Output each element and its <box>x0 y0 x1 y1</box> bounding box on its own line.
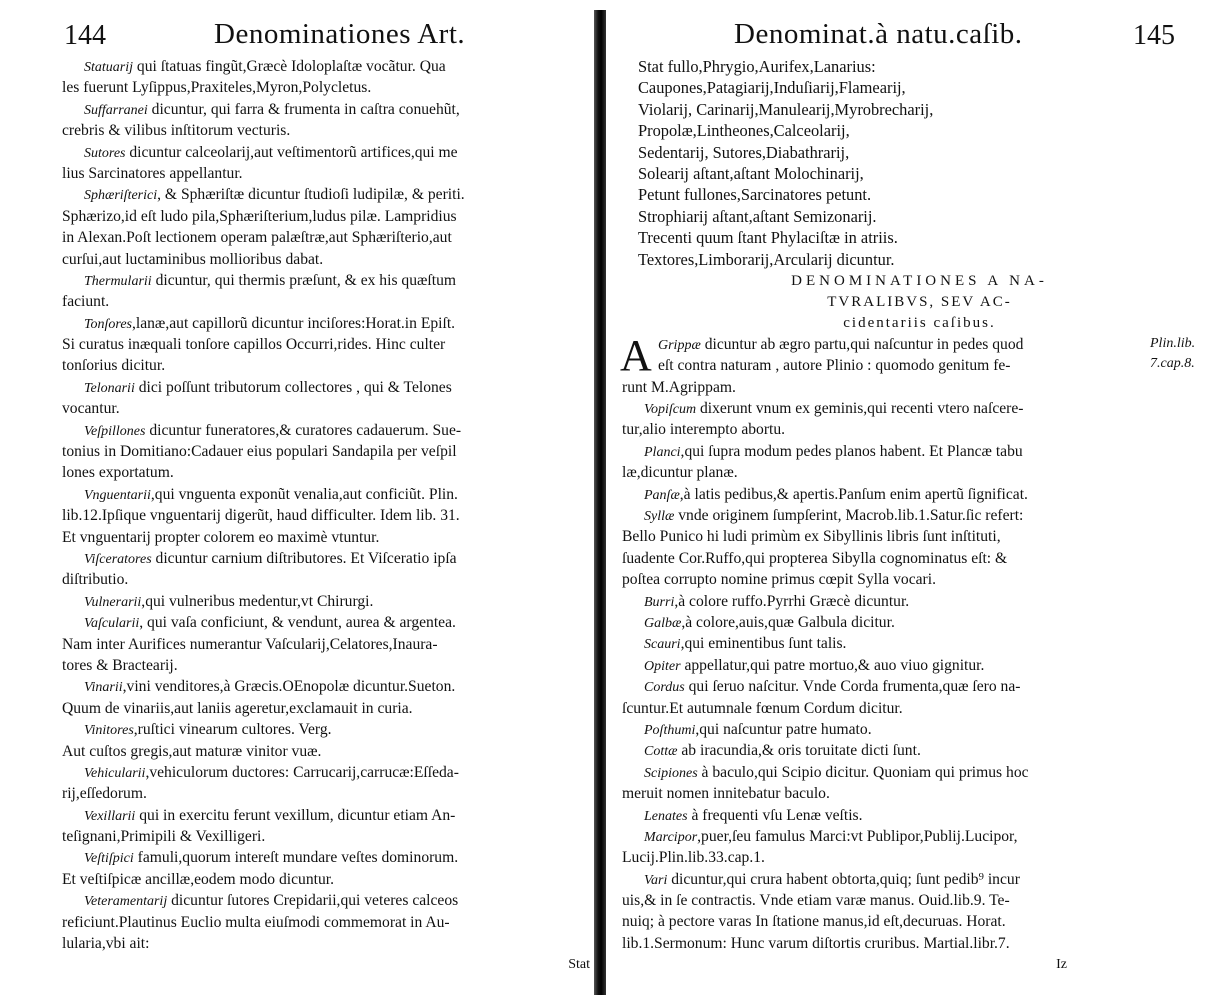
entry-text: in Alexan.Poſt lectionem operam palæſtræ,aut Sphæriſterio,aut <box>62 229 452 247</box>
text-line <box>62 591 590 612</box>
entry-term: Vehicularii <box>84 765 146 781</box>
entry-text: ,à latis pedibus,& apertis.Panſum enim apertũ ſignificat. <box>679 485 1028 503</box>
entry-term: Grippæ <box>658 337 701 353</box>
entry-text: vocantur. <box>62 400 120 418</box>
right-page-number: 145 <box>1133 20 1175 51</box>
text-line <box>622 462 1217 483</box>
text-line <box>62 398 590 419</box>
entry-term: Veſtiſpici <box>84 851 134 867</box>
entry-term: Vinarii <box>84 680 123 696</box>
text-line <box>622 805 1217 826</box>
entry-term: Scipiones <box>644 765 698 781</box>
text-line <box>62 612 590 633</box>
entry-text: lib.12.Ipſique vnguentarij digerũt, haud difficulter. Idem lib. 31. <box>62 507 460 525</box>
entry-text: faciunt. <box>62 293 110 311</box>
text-line <box>62 441 590 462</box>
entry-term: Cottæ <box>644 744 678 760</box>
text-line <box>622 548 1217 569</box>
entry-text: curſui,aut luctaminibus mollioribus dabat. <box>62 250 324 268</box>
left-page <box>62 14 590 976</box>
text-line <box>62 698 590 719</box>
entry-text: Et vnguentarij propter colorem eo maximè vtuntur. <box>62 528 380 546</box>
verse-line: Violarij, Carinarij,Manulearij,Myrobrecharij, <box>638 99 934 119</box>
entry-text: qui ſtatuas fingũt,Græcè Idoloplaſtæ vocãtur. Qua <box>133 58 446 75</box>
text-line <box>62 826 590 847</box>
entry-text: Et veſtiſpicæ ancillæ,eodem modo dicuntur. <box>62 870 334 888</box>
verse-line: Propolæ,Lintheones,Calceolarij, <box>638 121 850 141</box>
entry-text: qui ſeruo naſcitur. Vnde Corda frumenta,quæ ſero na- <box>684 678 1021 696</box>
text-line <box>62 634 590 655</box>
text-line <box>62 805 590 826</box>
entry-text: ſcuntur.Et autumnale fœnum Cordum dicitur. <box>622 699 903 717</box>
verse-line: Caupones,Patagiarij,Induſiarij,Flamearij, <box>638 78 906 98</box>
entry-text: uis,& in ſe contractis. Vnde etiam varæ manus. Ouid.lib.9. Te- <box>622 892 1010 910</box>
text-line <box>622 869 1217 890</box>
entry-term: Opiter <box>644 658 681 674</box>
text-line <box>62 420 590 441</box>
entry-text: runt M.Agrippam. <box>622 378 736 396</box>
text-line <box>62 847 590 868</box>
right-page <box>622 14 1217 976</box>
section-heading-line-3: cidentariis caſibus. <box>843 314 996 331</box>
verse-line: Textores,Limborarij,Arcularij dicuntur. <box>638 249 895 269</box>
entry-term: Vulnerarii <box>84 594 142 610</box>
verse-line: Trecenti quum ſtant Phylaciſtæ in atriis. <box>638 228 898 248</box>
text-line <box>62 569 590 590</box>
entry-text: crebris & vilibus inſtitorum vecturis. <box>62 122 291 140</box>
drop-cap-letter: A <box>620 330 652 380</box>
entry-text: ,vini venditores,à Græcis.OEnopolæ dicuntur.Sueton. <box>122 678 456 696</box>
text-line <box>622 698 1217 719</box>
entry-text: eſt contra naturam , autore Plinio : quomodo genitum fe- <box>658 357 1011 375</box>
entry-term: Suffarranei <box>84 102 148 118</box>
text-line <box>62 527 590 548</box>
section-heading-line-2: TVRALIBVS, SEV AC- <box>827 293 1012 310</box>
entry-text: Aut cuſtos gregis,aut maturæ vinitor vuæ. <box>62 742 322 760</box>
entry-term: Thermularii <box>84 273 152 289</box>
text-line <box>622 933 1217 954</box>
entry-text: ,à colore,auis,quæ Galbula dicitur. <box>681 613 895 631</box>
entry-text: dicuntur ſutores Crepidarii,qui veteres calceos <box>167 892 459 910</box>
text-line <box>62 163 590 184</box>
text-line <box>62 933 590 954</box>
text-line <box>62 206 590 227</box>
text-line <box>622 911 1217 932</box>
entry-text: les fuerunt Lyſippus,Praxiteles,Myron,Polycletus. <box>62 79 372 97</box>
left-running-head <box>62 14 590 56</box>
entry-text: à frequenti vſu Lenæ veſtis. <box>687 806 863 824</box>
entry-term: Planci <box>644 444 681 460</box>
text-line <box>622 740 1217 761</box>
text-line <box>62 890 590 911</box>
verse-line: Strophiarij aſtant,aſtant Semizonarij. <box>638 206 877 226</box>
entry-text: ,qui naſcuntur patre humato. <box>695 720 872 738</box>
drop-cap-paragraph <box>620 330 1217 380</box>
text-line <box>622 847 1217 868</box>
entry-term: Vinitores <box>84 723 134 739</box>
entry-text: lius Sarcinatores appellantur. <box>62 164 243 182</box>
right-catchword: Iz <box>1056 957 1067 973</box>
text-line <box>622 419 1217 440</box>
text-line <box>62 227 590 248</box>
entry-term: Sutores <box>84 145 126 161</box>
right-verse-block <box>622 56 1217 270</box>
text-line <box>62 548 590 569</box>
entry-term: Statuarij <box>84 60 134 75</box>
entry-term: Burri <box>644 594 675 610</box>
entry-text: dicuntur ab ægro partu,qui naſcuntur in pedes quod <box>700 335 1024 353</box>
text-line <box>622 334 1217 355</box>
text-line <box>62 655 590 676</box>
section-heading-line-1: DENOMINATIONES A NA- <box>791 272 1048 289</box>
text-line <box>622 655 1217 676</box>
text-line <box>62 334 590 355</box>
text-line <box>62 912 590 933</box>
entry-text: dicuntur, qui farra & frumenta in caſtra conuehũt, <box>147 100 460 118</box>
entry-term: Vopiſcum <box>644 402 697 418</box>
entry-text: Sphærizo,id eſt ludo pila,Sphæriſterium,ludus pilæ. Lampridius <box>62 207 457 225</box>
entry-text: , qui vaſa conficiunt, & vendunt, aurea & argentea. <box>139 614 456 632</box>
entry-term: Lenates <box>644 808 688 824</box>
text-line <box>62 270 590 291</box>
entry-term: Vexillarii <box>84 808 136 824</box>
entry-text: nuiq; à pectore varas In ſtatione manus,id eſt,decuruas. Horat. <box>622 913 1006 931</box>
text-line <box>622 526 1217 547</box>
left-page-body <box>62 56 590 954</box>
text-line <box>62 184 590 205</box>
entry-text: dicuntur,qui crura habent obtorta,quiq; ſunt pedib⁹ incur <box>667 870 1020 888</box>
text-line <box>622 355 1217 376</box>
entry-text: dicuntur calceolarij,aut veſtimentorũ artifices,qui me <box>125 143 458 161</box>
text-line <box>62 355 590 376</box>
entry-text: Si curatus inæquali tonſore capillos Occurri,rides. Hinc culter <box>62 336 446 354</box>
verse-line: Solearij aſtant,aſtant Molochinarij, <box>638 163 864 183</box>
right-page-body <box>622 377 1217 955</box>
book-gutter <box>594 10 606 995</box>
text-line <box>62 99 590 120</box>
entry-term: Veteramentarij <box>84 894 168 910</box>
text-line <box>622 441 1217 462</box>
verse-line: Sedentarij, Sutores,Diabathrarij, <box>638 142 850 162</box>
entry-text: qui in exercitu ferunt vexillum, dicuntur etiam An- <box>135 806 456 824</box>
text-line <box>62 869 590 890</box>
entry-text: Lucij.Plin.lib.33.cap.1. <box>622 849 765 867</box>
entry-text: reficiunt.Plautinus Euclio multa eiuſmodi commemorat in Au- <box>62 913 450 931</box>
entry-text: appellatur,qui patre mortuo,& auo viuo gignitur. <box>680 656 985 674</box>
text-line <box>62 377 590 398</box>
text-line <box>622 484 1217 505</box>
text-line <box>622 591 1217 612</box>
text-line <box>62 291 590 312</box>
text-line <box>62 484 590 505</box>
entry-text: ,lanæ,aut capillorũ dicuntur inciſores:Horat.in Epiſt. <box>131 314 456 332</box>
entry-text: vnde originem ſumpſerint, Macrob.lib.1.Satur.ſic refert: <box>674 507 1024 525</box>
entry-text: dicuntur funeratores,& curatores cadauerum. Sue- <box>145 421 462 439</box>
entry-text: Nam inter Aurifices numerantur Vaſcularij,Celatores,Inaura- <box>62 635 438 653</box>
text-line <box>622 676 1217 697</box>
entry-text: ,qui eminentibus ſunt talis. <box>680 635 847 653</box>
text-line <box>62 313 590 334</box>
entry-term: Vnguentarii <box>84 487 151 503</box>
entry-term: Sphæriſterici <box>84 188 158 204</box>
right-running-title: Denominat.à natu.caſib. <box>734 18 1023 50</box>
marginal-note-2: 7.cap.8. <box>1150 355 1195 371</box>
left-catchword: Stat <box>568 957 590 973</box>
text-line <box>62 719 590 740</box>
entry-term: Syllæ <box>644 509 675 525</box>
entry-term: Marcipor <box>644 829 698 845</box>
text-line <box>62 120 590 141</box>
text-line <box>62 249 590 270</box>
entry-term: Cordus <box>644 680 685 696</box>
text-line <box>622 612 1217 633</box>
entry-text: læ,dicuntur planæ. <box>622 464 738 482</box>
entry-term: Poſthumi <box>644 722 696 738</box>
entry-text: ,qui ſupra modum pedes planos habent. Et Plancæ tabu <box>680 442 1023 460</box>
entry-term: Panſæ <box>644 487 680 503</box>
entry-text: tonſorius dicitur. <box>62 357 166 375</box>
entry-term: Vaſcularii <box>84 616 140 632</box>
entry-term: Viſceratores <box>84 551 152 567</box>
entry-term: Scauri <box>644 637 681 653</box>
entry-text: poſtea corrupto nomine primus cœpit Sylla vocari. <box>622 571 936 589</box>
entry-text: teſignani,Primipili & Vexilligeri. <box>62 828 266 846</box>
entry-term: Vari <box>644 872 668 888</box>
entry-text: meruit nomen innitebatur baculo. <box>622 785 830 803</box>
entry-term: Tonſores <box>84 316 132 332</box>
entry-text: à baculo,qui Scipio dicitur. Quoniam qui primus hoc <box>697 763 1029 781</box>
entry-text: lones exportatum. <box>62 464 174 482</box>
left-running-title: Denominationes Art. <box>214 18 466 50</box>
text-line <box>62 762 590 783</box>
verse-line: Petunt fullones,Sarcinatores petunt. <box>638 185 872 205</box>
entry-text: dicuntur, qui thermis præſunt, & ex his quæſtum <box>151 271 456 289</box>
entry-text: ,puer,ſeu famulus Marci:vt Publipor,Publij.Lucipor, <box>697 827 1018 845</box>
entry-text: ,à colore ruffo.Pyrrhi Græcè dicuntur. <box>674 592 910 610</box>
text-line <box>62 462 590 483</box>
text-line <box>62 783 590 804</box>
text-line <box>622 762 1217 783</box>
marginal-note-1: Plin.lib. <box>1150 335 1196 351</box>
text-line <box>622 398 1217 419</box>
text-line <box>622 569 1217 590</box>
entry-term: Galbæ <box>644 615 682 631</box>
text-line <box>62 505 590 526</box>
entry-text: Quum de vinariis,aut laniis ageretur,exclamauit in curia. <box>62 699 413 717</box>
entry-text: tonius in Domitiano:Cadauer eius populari Sandapila per veſpil <box>62 443 457 461</box>
entry-text: rij,eſſedorum. <box>62 785 147 803</box>
text-line <box>62 741 590 762</box>
text-line <box>62 56 590 77</box>
entry-text: tur,alio interempto abortu. <box>622 421 786 439</box>
entry-text: tores & Bractearij. <box>62 656 178 674</box>
text-line <box>622 890 1217 911</box>
left-page-number: 144 <box>64 20 106 51</box>
text-line <box>62 142 590 163</box>
verse-line: Stat fullo,Phrygio,Aurifex,Lanarius: <box>638 57 876 76</box>
entry-text: , & Sphæriſtæ dicuntur ſtudioſi ludipilæ, & periti. <box>157 186 465 204</box>
drop-cap-lines <box>620 330 1217 380</box>
entry-text: lib.1.Sermonum: Hunc varum diſtortis cruribus. Martial.libr.7. <box>622 934 1010 952</box>
text-line <box>622 377 1217 398</box>
text-line <box>62 77 590 98</box>
entry-text: lularia,vbi ait: <box>62 935 150 953</box>
entry-term: Telonarii <box>84 380 135 396</box>
entry-text: dici poſſunt tributorum collectores , qui & Telones <box>134 378 452 396</box>
entry-text: ,ruſtici vinearum cultores. Verg. <box>133 721 332 739</box>
text-line <box>622 719 1217 740</box>
text-line <box>622 826 1217 847</box>
text-line <box>62 676 590 697</box>
text-line <box>622 505 1217 526</box>
entry-text: Bello Punico hi ludi primùm ex Sibyllinis libris ſunt inſtituti, <box>622 528 1001 546</box>
entry-text: ,qui vnguenta exponũt venalia,aut conficiũt. Plin. <box>150 485 458 503</box>
entry-text: ,vehiculorum ductores: Carrucarij,carrucæ:Eſſeda- <box>145 763 459 781</box>
entry-text: dixerunt vnum ex geminis,qui recenti vtero naſcere- <box>696 400 1024 418</box>
text-line <box>622 783 1217 804</box>
entry-text: ſuadente Cor.Ruffo,qui propterea Sibylla cognominatus eſt: & <box>622 549 1008 567</box>
entry-text: dicuntur carnium diſtributores. Et Viſceratio ipſa <box>151 549 457 567</box>
entry-text: ,qui vulneribus medentur,vt Chirurgi. <box>141 592 374 610</box>
entry-text: famuli,quorum intereſt mundare veſtes dominorum. <box>133 849 459 867</box>
entry-term: Veſpillones <box>84 423 146 439</box>
right-running-head <box>622 14 1217 56</box>
entry-text: diſtributio. <box>62 571 129 589</box>
text-line <box>622 633 1217 654</box>
entry-text: ab iracundia,& oris toruitate dicti ſunt. <box>677 742 921 760</box>
